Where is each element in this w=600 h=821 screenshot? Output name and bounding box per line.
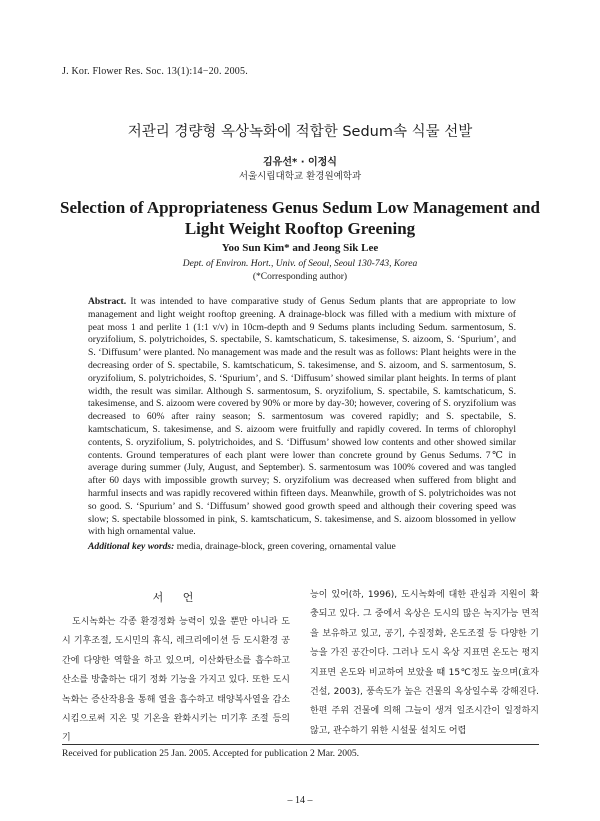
abstract — [88, 296, 516, 539]
english-title: Selection of Appropriateness Genus Sedum Low Management and Light Weight Rooftop Greening — [60, 198, 540, 238]
korean-affiliation: 서울시립대학교 환경원예학과 — [238, 171, 362, 182]
intro-left-column — [62, 613, 290, 749]
journal-citation: J. Kor. Flower Res. Soc. 13(1):14−20. 2005. — [62, 66, 248, 77]
english-department: Dept. of Environ. Hort., Univ. of Seoul, Seoul 130-743, Korea — [182, 259, 418, 269]
abstract-text: It was intended to have comparative study of Genus Sedum plants that are appropriate to low management and light weight rooftop greening. A drainage-block was filled with a medium with mixture of peat moss 1 and perlite 1 (1:1 v/v) in 10cm-depth and 9 Sedums plants including Sedum. sarmentosum, S. oryzifolium, S. polytrichoides, S. spectabile, S. kamtschaticum, S. takesimense, S. aizoom, S. ‘Spurium’, and S. ‘Diffusum’ were planted. No management was made and the result was as follows: Plant heights were in the decreasing order of S. spectabile, S. kamtschaticum, S. takesimense, and S. aizoom, and S. sarmentosum, S. oryzifolium, S. polytrichoides, S. ‘Spurium’, and S. ‘Diffusum’ showed similar plant heights. In terms of plant width, the result was similar. Although S. sarmentosum, S. oryzifolium, S. spectabile, S. kamtschaticum, S. takesimense, and S. aizoom were covered by 90% or more by day-30; however, covering of S. oryzifolium was decreased to 60% after rainy season; S. sarmentosum was covered rapidly; and S. spectabile, S. kamtschaticum, S. takesimense, and S. aizoom were fruitfully and rapidly covered. In terms of chlorophyl contents, S. oryzifolium, S. polytrichoides, and S. ‘Diffusum’ showed low contents and other showed similar contents. Ground temperatures of each plant were lower than concrete ground by Genus Sedums. 7℃ in average during summer (July, August, and September). S. sarmentosum was 100% covered and was tangled after 60 days with impossible growth survey; S. oryzifolium was decreased when suffered from blight and harmful insects and was rapidly recovered within fifteen days. Meanwhile, growth of S. polytrichoides was not so good. S. ‘Spurium’ and S. ‘Diffusum’ showed good growth speed and although their covering speed was slow; S. spectabile blossomed in pink, S. kamtschaticum, S. takesimense, and S. aizoom blossomed in yellow with high ornamental value. — [88, 296, 516, 538]
english-authors: Yoo Sun Kim* and Jeong Sik Lee — [221, 242, 379, 254]
footnote-divider — [62, 744, 539, 745]
abstract-label: Abstract. — [88, 296, 127, 307]
keywords-text: media, drainage-block, green covering, ornamental value — [176, 541, 396, 552]
publication-dates: Received for publication 25 Jan. 2005. Accepted for publication 2 Mar. 2005. — [62, 748, 360, 759]
page-number: – 14 – — [287, 795, 313, 806]
korean-title: 저관리 경량형 옥상녹화에 적합한 Sedum속 식물 선발 — [127, 124, 473, 140]
intro-right-text: 능이 있어(하, 1996), 도시녹화에 대한 관심과 지원이 확충되고 있다. 그 중에서 옥상은 도시의 많은 녹지가능 면적을 보유하고 있고, 공기, 수질정화, 온도조절 등 다양한 기능을 가진 공간이다. 그러나 도시 옥상 지표면 온도는 평지 지표면 온도와 비교하여 보았을 때 15℃정도 높으며(효자건설, 2003), 풍속도가 높은 건물의 옥상일수록 강해진다. 한편 주위 건물에 의해 그늘이 생겨 일조시간이 일정하지 않고, 관수하기 위한 시설물 설치도 어렵 — [310, 590, 539, 736]
section-heading: 서 언 — [152, 591, 202, 604]
keywords-label: Additional key words: — [88, 541, 175, 552]
korean-authors: 김유선* · 이정식 — [263, 157, 337, 168]
corresponding-note: (*Corresponding author) — [252, 272, 348, 282]
keywords — [88, 541, 518, 552]
intro-left-text: 도시녹화는 각종 환경정화 능력이 있을 뿐만 아니라 도시 기후조절, 도시민의 휴식, 레크리에이션 등 도시환경 공간에 다양한 역할을 하고 있으며, 이산화탄소를 흡수하고 산소를 방출하는 대기 정화 기능을 가지고 있다. 또한 도시녹화는 증산작용을 통해 열을 흡수하고 태양복사열을 감소시킴으로써 지온 및 기온을 완화시키는 미기후 조절 등의 기 — [62, 617, 290, 744]
intro-right-column — [310, 586, 539, 741]
